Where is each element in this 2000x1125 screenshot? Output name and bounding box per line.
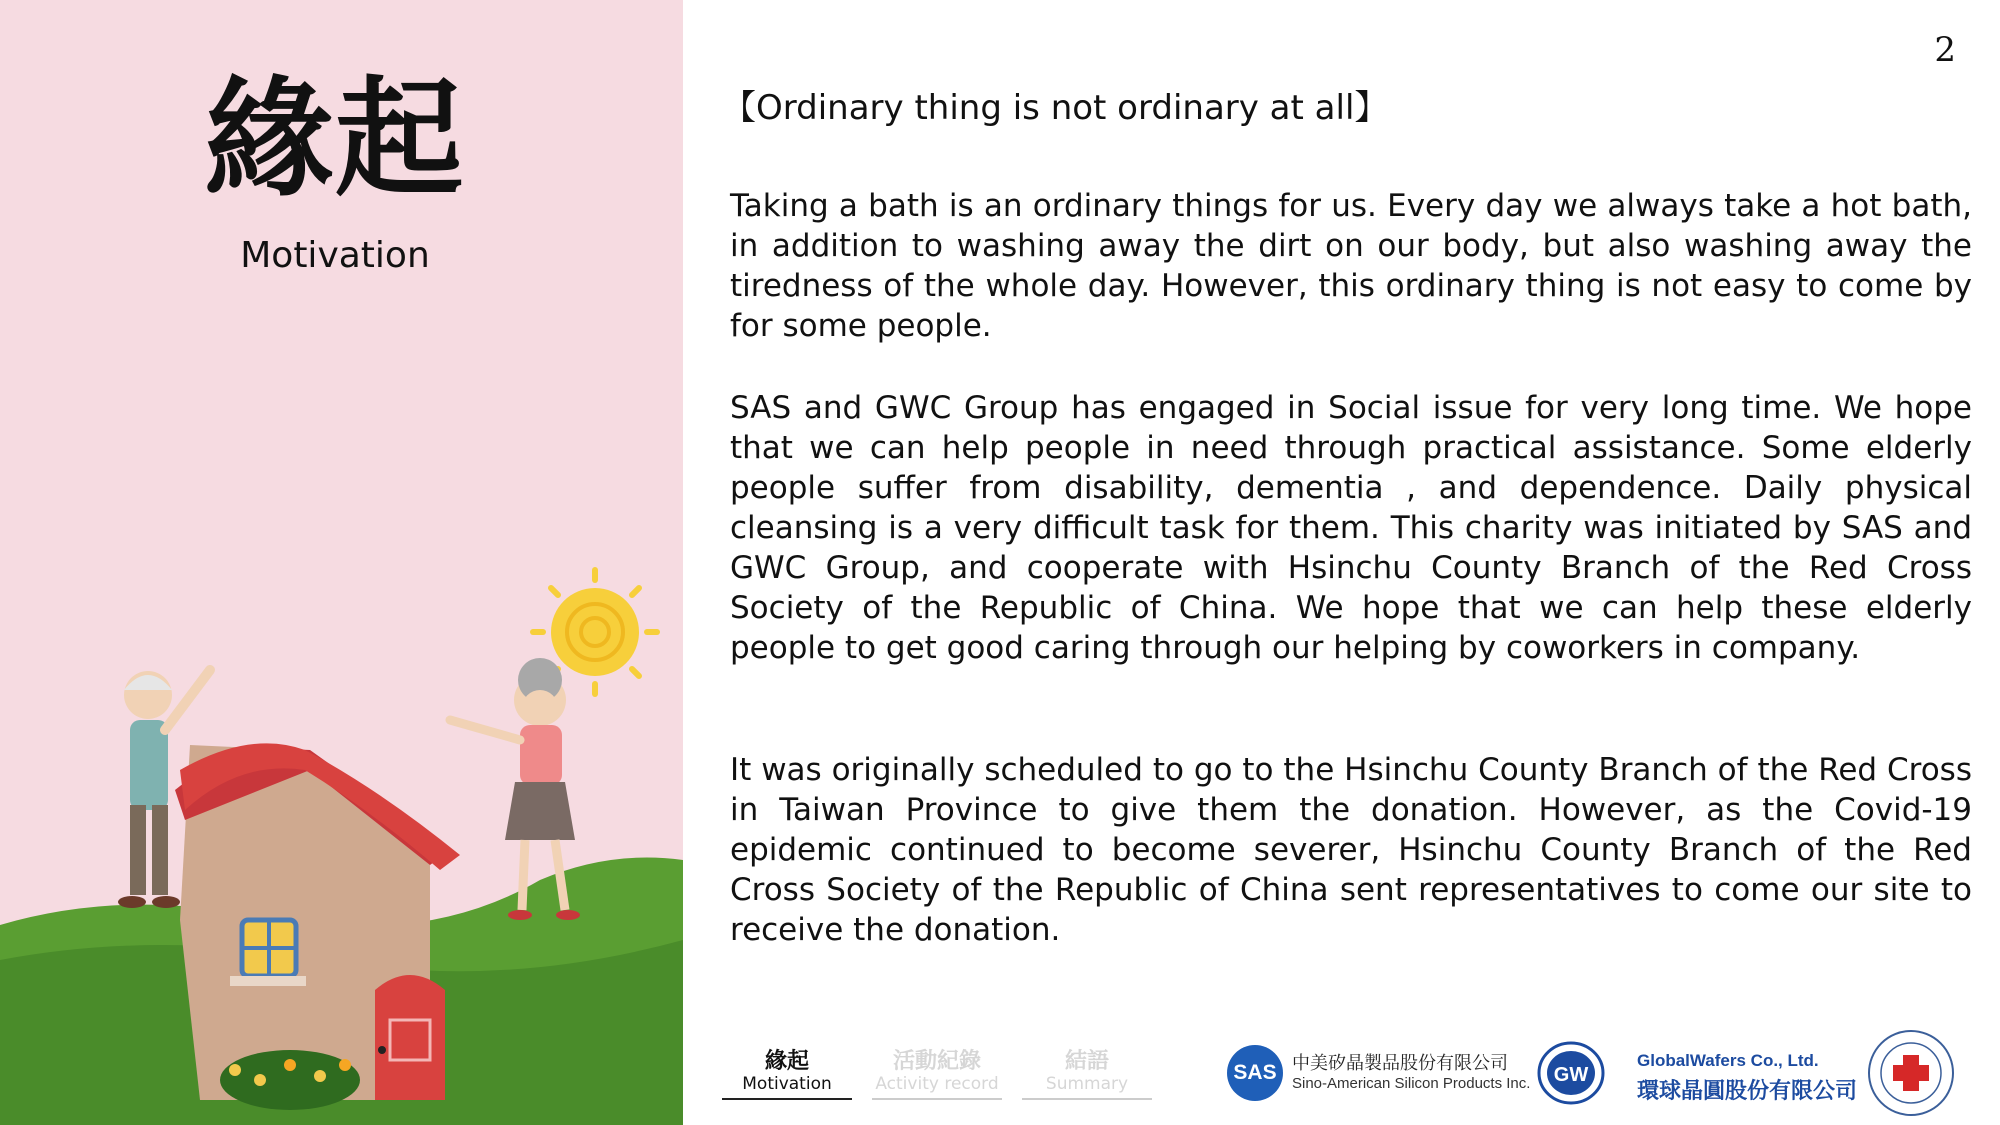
sas-logo: SAS xyxy=(1227,1045,1283,1101)
nav-label-cjk: 結語 xyxy=(1064,1049,1109,1074)
paragraph: It was originally scheduled to go to the Hsinchu County Branch of the Red Cross in Taiwan Province to give them the donation. However, as the Covid-19 epidemic continued to become severer, Hsinchu County Branch of the Red Cross Society of the Republic of China sent representatives to come our site to receive the donation. xyxy=(730,752,1972,948)
nav-label-cjk: 活動紀錄 xyxy=(892,1049,981,1074)
red-cross-icon xyxy=(1867,1029,1955,1117)
sponsor-logos xyxy=(1225,1027,1975,1117)
section-title-en: Motivation xyxy=(240,235,430,276)
nav-label-en: Summary xyxy=(1045,1074,1129,1094)
nav-label-en: Motivation xyxy=(742,1074,832,1094)
elderly-woman-icon xyxy=(450,658,580,920)
nav-item-motivation[interactable] xyxy=(722,1050,852,1100)
left-panel xyxy=(0,0,683,1125)
illustration xyxy=(0,520,683,1125)
section-title-cjk: 緣起 xyxy=(204,65,465,214)
sas-name-en: Sino-American Silicon Products Inc. xyxy=(1292,1075,1531,1092)
paragraph: SAS and GWC Group has engaged in Social issue for very long time. We hope that we can help people in need through practical assistance. Some elderly people suffer from disability, dementia , and dependence. Daily physical cleansing is a very difficult task for them. This charity was initiated by SAS and GWC Group, and cooperate with Hsinchu County Branch of the Red Cross Society of the Republic of China. We hope that we can help these elderly people to get good caring through our helping by coworkers in company. xyxy=(730,390,1972,666)
gw-mark: GW xyxy=(1553,1064,1589,1086)
nav-label-cjk: 緣起 xyxy=(764,1049,809,1074)
slide-subtitle: 【Ordinary thing is not ordinary at all】 xyxy=(722,88,1389,128)
nav-item-activity-record[interactable] xyxy=(872,1050,1002,1100)
page-number: 2 xyxy=(1934,30,1956,70)
nav-item-summary[interactable] xyxy=(1022,1050,1152,1100)
sas-name-cjk: 中美矽晶製品股份有限公司 xyxy=(1292,1053,1508,1074)
section-nav xyxy=(722,1050,1152,1100)
globalwafers-name-cjk: 環球晶圓股份有限公司 xyxy=(1637,1079,1858,1104)
globalwafers-logo xyxy=(1537,1041,1605,1105)
globalwafers-name-en: GlobalWafers Co., Ltd. xyxy=(1637,1051,1819,1070)
nav-label-en: Activity record xyxy=(875,1074,999,1094)
paragraph: Taking a bath is an ordinary things for us. Every day we always take a hot bath, in addition to washing away the dirt on our body, but also washing away the tiredness of the whole day. However, this ordinary thing is not easy to come by for some people. xyxy=(730,188,1972,344)
house-icon xyxy=(175,743,460,1110)
